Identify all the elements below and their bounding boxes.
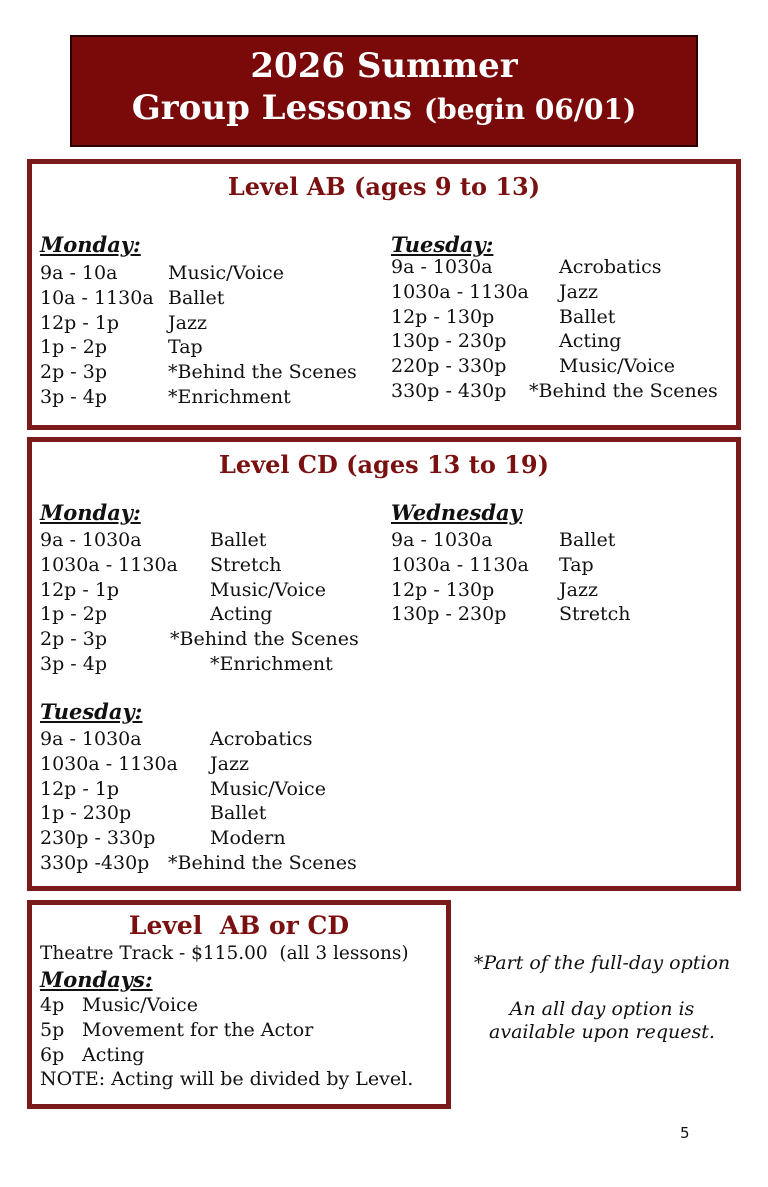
lesson-time: 130p - 230p <box>391 603 507 626</box>
cd-monday-heading: Monday: <box>40 500 141 525</box>
schedule-row <box>40 360 380 385</box>
lesson-class: Stretch <box>559 603 631 626</box>
schedule-row <box>40 385 380 410</box>
acting-level-note: NOTE: Acting will be divided by Level. <box>40 1068 414 1090</box>
schedule-row <box>40 261 380 286</box>
lesson-class: Acting <box>82 1043 145 1066</box>
cd-wednesday-schedule <box>391 528 731 627</box>
schedule-row <box>391 602 731 627</box>
lesson-time: 3p - 4p <box>40 652 108 675</box>
ab-tuesday-schedule <box>391 255 736 404</box>
schedule-row <box>40 1018 440 1043</box>
lesson-class: Jazz <box>168 311 207 334</box>
lesson-time: 1030a - 1130a <box>391 280 529 303</box>
theatre-track-price: Theatre Track - $115.00 (all 3 lessons) <box>40 943 409 964</box>
lesson-time: 12p - 1p <box>40 311 120 334</box>
lesson-class: Tap <box>559 553 594 576</box>
lesson-time: 130p - 230p <box>391 330 507 353</box>
lesson-class: *Behind the Scenes <box>529 379 718 402</box>
lesson-class: Acrobatics <box>559 256 662 278</box>
lesson-time: 9a - 1030a <box>391 256 493 278</box>
lesson-class: Ballet <box>559 305 616 328</box>
lesson-class: *Behind the Scenes <box>170 628 359 651</box>
lesson-time: 12p - 130p <box>391 578 495 601</box>
banner-begin-date: (begin 06/01) <box>423 93 637 126</box>
schedule-row <box>391 280 736 305</box>
schedule-row <box>40 311 380 336</box>
lesson-time: 12p - 130p <box>391 305 495 328</box>
lesson-time: 230p - 330p <box>40 827 156 850</box>
lesson-class: *Behind the Scenes <box>168 851 357 874</box>
lesson-time: 1030a - 1130a <box>391 553 529 576</box>
level-ab-or-cd-title: Level AB or CD <box>128 911 350 940</box>
level-cd-section <box>27 437 741 891</box>
lesson-time: 2p - 3p <box>40 361 108 384</box>
lesson-class: Acrobatics <box>210 728 313 750</box>
schedule-row <box>391 379 736 404</box>
lesson-time: 4p <box>40 994 65 1016</box>
lesson-time: 9a - 10a <box>40 262 118 284</box>
level-ab-title: Level AB (ages 9 to 13) <box>227 172 541 201</box>
level-ab-or-cd-section <box>27 900 451 1109</box>
lesson-class: Stretch <box>210 553 282 576</box>
all-day-option-line1: An all day option is <box>509 998 695 1020</box>
mondays-heading: Mondays: <box>40 967 153 992</box>
lesson-class: *Behind the Scenes <box>168 361 357 384</box>
cd-wednesday-heading: Wednesday <box>391 500 522 525</box>
schedule-row <box>40 1043 440 1068</box>
all-day-option-line2: available upon request. <box>489 1021 715 1043</box>
lesson-time: 9a - 1030a <box>391 529 493 551</box>
cd-tuesday-schedule <box>40 727 380 876</box>
schedule-row <box>40 993 440 1018</box>
lesson-class: Music/Voice <box>559 355 675 378</box>
lesson-class: Tap <box>168 336 203 359</box>
schedule-row <box>40 752 380 777</box>
schedule-row <box>40 777 380 802</box>
lesson-time: 220p - 330p <box>391 355 507 378</box>
lesson-class: Acting <box>210 603 273 626</box>
lesson-class: Music/Voice <box>210 578 326 601</box>
schedule-row <box>40 528 380 553</box>
lesson-class: Modern <box>210 827 286 850</box>
lesson-time: 1p - 230p <box>40 802 132 825</box>
lesson-time: 1p - 2p <box>40 336 108 359</box>
lesson-time: 1030a - 1130a <box>40 752 178 775</box>
lesson-class: Ballet <box>559 529 616 551</box>
lesson-time: 9a - 1030a <box>40 728 142 750</box>
schedule-row <box>40 826 380 851</box>
lesson-class: Ballet <box>210 802 267 825</box>
schedule-row <box>40 851 380 876</box>
schedule-row <box>391 528 731 553</box>
theatre-track-schedule <box>40 993 440 1067</box>
cd-monday-schedule <box>40 528 380 677</box>
banner-title-line2 <box>72 86 696 132</box>
lesson-time: 330p -430p <box>40 851 150 874</box>
cd-tuesday-heading: Tuesday: <box>40 699 143 724</box>
lesson-time: 6p <box>40 1043 65 1066</box>
lesson-time: 330p - 430p <box>391 379 507 402</box>
banner-title-line1: 2026 Summer <box>250 46 518 86</box>
schedule-row <box>40 652 380 677</box>
lesson-class: Music/Voice <box>82 994 198 1016</box>
level-cd-title: Level CD (ages 13 to 19) <box>219 450 549 479</box>
schedule-row <box>40 578 380 603</box>
lesson-class: Jazz <box>559 280 598 303</box>
lesson-class: Jazz <box>210 752 249 775</box>
lesson-class: Ballet <box>210 529 267 551</box>
lesson-time: 9a - 1030a <box>40 529 142 551</box>
title-banner <box>70 35 698 147</box>
schedule-row <box>391 553 731 578</box>
schedule-row <box>40 727 380 752</box>
ab-monday-heading: Monday: <box>40 232 141 257</box>
lesson-class: Music/Voice <box>210 777 326 800</box>
lesson-class: *Enrichment <box>168 385 291 408</box>
schedule-row <box>391 255 736 280</box>
schedule-row <box>391 354 736 379</box>
schedule-row <box>40 602 380 627</box>
level-ab-section <box>27 159 741 430</box>
lesson-time: 3p - 4p <box>40 385 108 408</box>
schedule-row <box>40 335 380 360</box>
schedule-row <box>391 305 736 330</box>
schedule-row <box>40 627 380 652</box>
schedule-row <box>40 286 380 311</box>
lesson-class: Jazz <box>559 578 598 601</box>
lesson-time: 12p - 1p <box>40 578 120 601</box>
schedule-row <box>391 578 731 603</box>
lesson-class: *Enrichment <box>210 652 333 675</box>
page-number: 5 <box>680 1124 690 1142</box>
schedule-row <box>391 329 736 354</box>
lesson-time: 10a - 1130a <box>40 286 154 309</box>
full-day-option-note: *Part of the full-day option <box>473 952 731 974</box>
lesson-time: 5p <box>40 1018 65 1041</box>
schedule-row <box>40 801 380 826</box>
lesson-time: 1030a - 1130a <box>40 553 178 576</box>
lesson-time: 1p - 2p <box>40 603 108 626</box>
lesson-time: 2p - 3p <box>40 628 108 651</box>
ab-monday-schedule <box>40 261 380 410</box>
lesson-class: Movement for the Actor <box>82 1018 314 1041</box>
lesson-class: Music/Voice <box>168 262 284 284</box>
ab-tuesday-heading: Tuesday: <box>391 232 494 257</box>
lesson-class: Ballet <box>168 286 225 309</box>
schedule-row <box>40 553 380 578</box>
lesson-class: Acting <box>559 330 622 353</box>
banner-title-main: Group Lessons <box>131 88 413 128</box>
lesson-time: 12p - 1p <box>40 777 120 800</box>
